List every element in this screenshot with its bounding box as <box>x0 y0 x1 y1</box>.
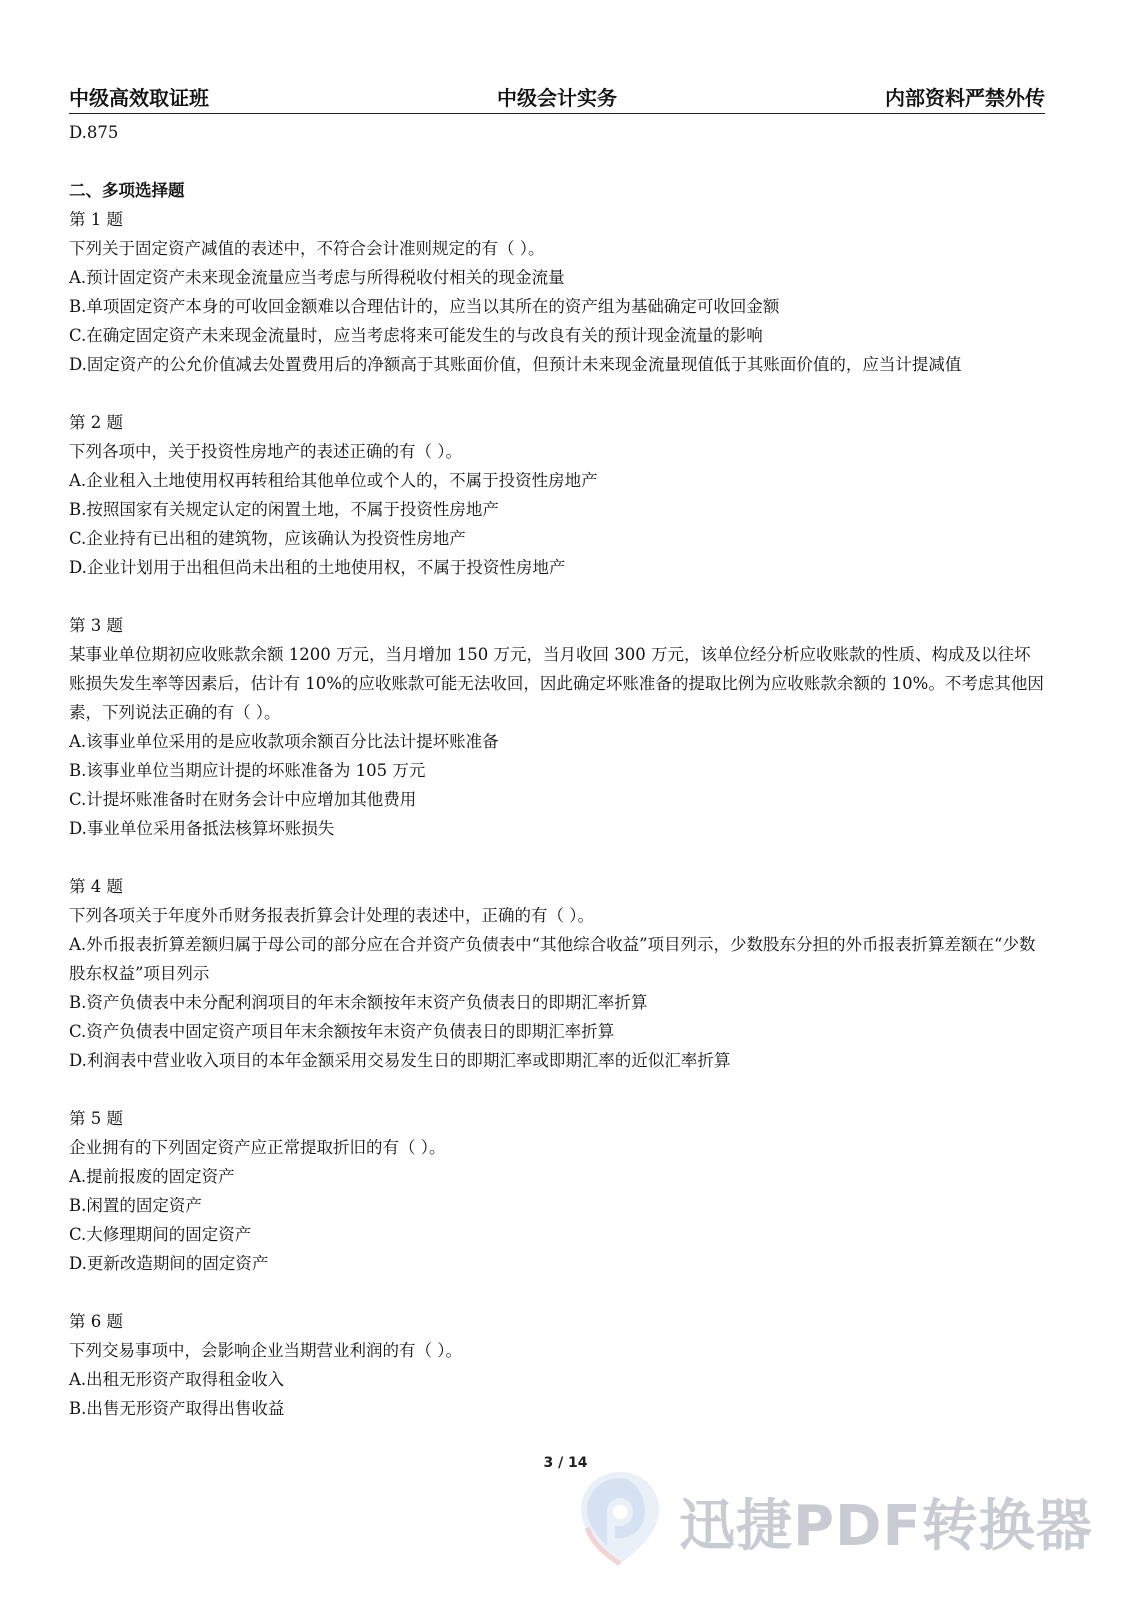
question-option: A.出租无形资产取得租金收入 <box>69 1370 285 1389</box>
document-body <box>69 118 1045 1423</box>
question-stem: 下列各项关于年度外币财务报表折算会计处理的表述中，正确的有（ ）。 <box>69 906 594 925</box>
question-block <box>69 1104 1045 1278</box>
question-option: C.大修理期间的固定资产 <box>69 1225 252 1244</box>
question-block <box>69 205 1045 379</box>
watermark <box>575 1468 1095 1578</box>
question-option: C.资产负债表中固定资产项目年末余额按年末资产负债表日的即期汇率折算 <box>69 1022 615 1041</box>
previous-question-option: D.875 <box>69 123 119 142</box>
question-number: 第 2 题 <box>69 413 123 432</box>
section-title: 二、多项选择题 <box>69 181 185 200</box>
question-number: 第 1 题 <box>69 210 123 229</box>
question-option: A.该事业单位采用的是应收款项余额百分比法计提坏账准备 <box>69 732 499 751</box>
question-option: D.利润表中营业收入项目的本年金额采用交易发生日的即期汇率或即期汇率的近似汇率折算 <box>69 1051 731 1070</box>
question-number: 第 5 题 <box>69 1109 123 1128</box>
page-header <box>69 80 1045 114</box>
question-stem: 企业拥有的下列固定资产应正常提取折旧的有（ ）。 <box>69 1138 446 1157</box>
question-option: C.企业持有已出租的建筑物，应该确认为投资性房地产 <box>69 529 466 548</box>
header-subject: 中级会计实务 <box>497 86 617 110</box>
question-option: D.更新改造期间的固定资产 <box>69 1254 269 1273</box>
question-option: B.按照国家有关规定认定的闲置土地，不属于投资性房地产 <box>69 500 499 519</box>
question-stem: 下列关于固定资产减值的表述中，不符合会计准则规定的有（ ）。 <box>69 239 545 258</box>
spacer <box>69 1075 1045 1104</box>
question-option: B.出售无形资产取得出售收益 <box>69 1399 285 1418</box>
xunjie-logo-icon <box>575 1468 665 1568</box>
question-block <box>69 408 1045 582</box>
spacer <box>69 582 1045 611</box>
question-option: B.资产负债表中未分配利润项目的年末余额按年末资产负债表日的即期汇率折算 <box>69 993 648 1012</box>
question-stem: 下列交易事项中，会影响企业当期营业利润的有（ ）。 <box>69 1341 462 1360</box>
spacer <box>69 379 1045 408</box>
question-option: A.预计固定资产未来现金流量应当考虑与所得税收付相关的现金流量 <box>69 268 565 287</box>
header-confidential-note: 内部资料严禁外传 <box>885 86 1045 110</box>
question-stem: 某事业单位期初应收账款余额 1200 万元，当月增加 150 万元，当月收回 300 万元，该单位经分析应收账款的性质、构成及以往坏账损失发生率等因素后，估计有 10%的应收账款可能无法收回，因此确定坏账准备的提取比例为应收账款余额的 10%。不考虑其他因素，下列说法正确的有（ ）。 <box>69 645 1044 722</box>
question-option: B.该事业单位当期应计提的坏账准备为 105 万元 <box>69 761 426 780</box>
question-option: D.企业计划用于出租但尚未出租的土地使用权，不属于投资性房地产 <box>69 558 566 577</box>
question-option: D.事业单位采用备抵法核算坏账损失 <box>69 819 335 838</box>
spacer <box>69 147 1045 176</box>
question-option: C.计提坏账准备时在财务会计中应增加其他费用 <box>69 790 417 809</box>
watermark-text: 迅捷PDF转换器 <box>679 1494 1093 1559</box>
question-block <box>69 611 1045 843</box>
question-option: C.在确定固定资产未来现金流量时，应当考虑将来可能发生的与改良有关的预计现金流量的影响 <box>69 326 763 345</box>
spacer <box>69 843 1045 872</box>
page-number: 3 / 14 <box>543 1455 588 1471</box>
question-block <box>69 872 1045 1075</box>
question-option: D.固定资产的公允价值减去处置费用后的净额高于其账面价值，但预计未来现金流量现值低于其账面价值的，应当计提减值 <box>69 355 962 374</box>
question-option: A.企业租入土地使用权再转租给其他单位或个人的，不属于投资性房地产 <box>69 471 598 490</box>
question-stem: 下列各项中，关于投资性房地产的表述正确的有（ ）。 <box>69 442 462 461</box>
question-option: B.闲置的固定资产 <box>69 1196 202 1215</box>
spacer <box>69 1278 1045 1307</box>
question-option: B.单项固定资产本身的可收回金额难以合理估计的，应当以其所在的资产组为基础确定可收回金额 <box>69 297 780 316</box>
question-option: A.提前报废的固定资产 <box>69 1167 235 1186</box>
question-number: 第 3 题 <box>69 616 123 635</box>
question-block <box>69 1307 1045 1423</box>
question-number: 第 4 题 <box>69 877 123 896</box>
question-number: 第 6 题 <box>69 1312 123 1331</box>
question-option: A.外币报表折算差额归属于母公司的部分应在合并资产负债表中“其他综合收益”项目列示，少数股东分担的外币报表折算差额在“少数股东权益”项目列示 <box>69 935 1036 983</box>
header-course-name: 中级高效取证班 <box>69 86 209 110</box>
